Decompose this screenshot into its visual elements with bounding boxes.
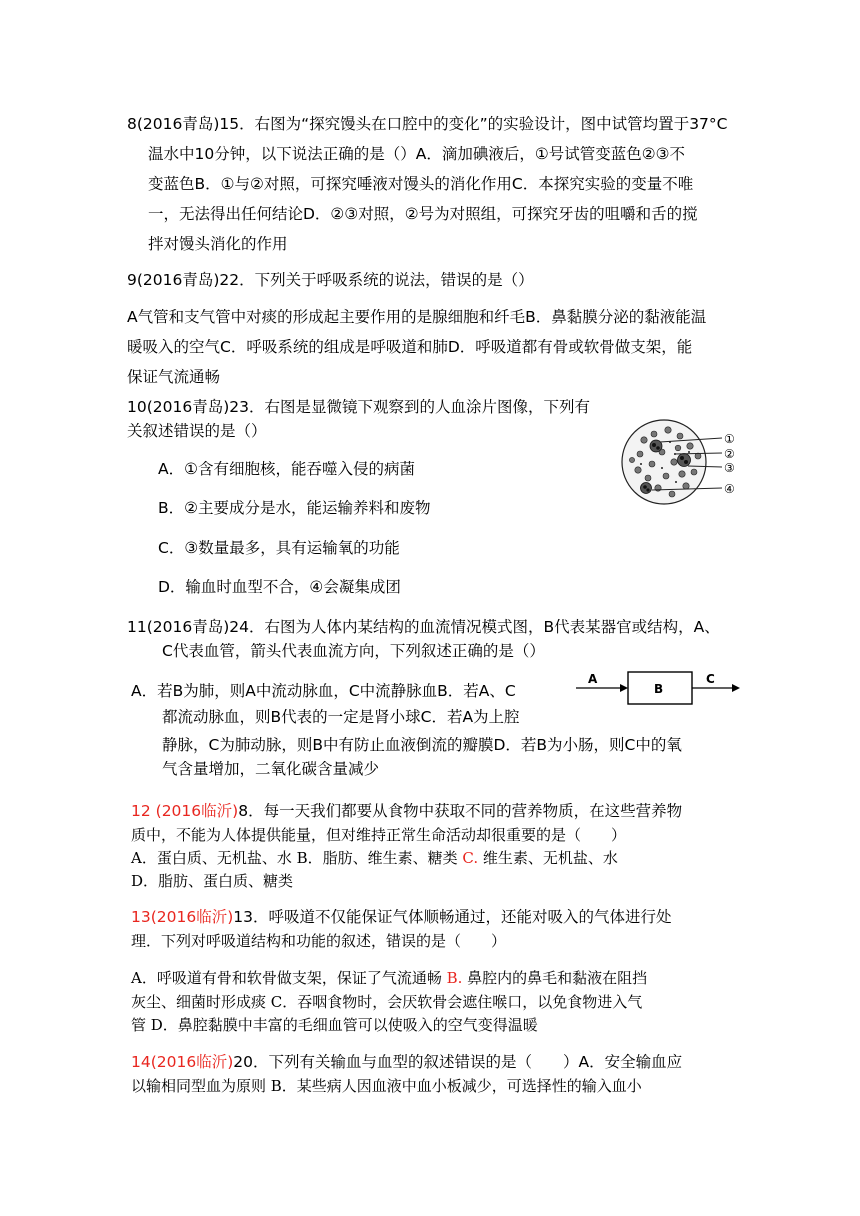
q8-line-4: 一，无法得出任何结论D．②③对照，②号为对照组，可探究牙齿的咀嚼和舌的搅	[148, 205, 698, 223]
q12-option-c-letter: C.	[462, 849, 479, 867]
figure-label-3: ③	[724, 461, 735, 475]
q8-line-3: 变蓝色B．①与②对照，可探究唾液对馒头的消化作用C．本探究实验的变量不唯	[148, 175, 694, 193]
arrow-in-head	[620, 684, 628, 692]
figure-label-4: ④	[724, 482, 735, 496]
q12-stem-start: 8．每一天我们都要从食物中获取不同的营养物质，在这些营养物	[238, 802, 683, 820]
q10-option-b: B．②主要成分是水，能运输养料和废物	[158, 499, 431, 517]
q14-stem-start: 20．下列有关输血与血型的叙述错误的是（ ）A．安全输血应	[233, 1053, 683, 1071]
q10-line-2: 关叙述错误的是（）	[127, 422, 267, 440]
q11-answer-line-2: 都流动脉血，则B代表的一定是肾小球C．若A为上腔	[162, 708, 520, 726]
q11-answer-line-1: A．若B为肺，则A中流动脉血，C中流静脉血B．若A、C	[131, 682, 516, 700]
q12-options-ab: A．蛋白质、无机盐、水 B．脂肪、维生素、糖类	[131, 849, 463, 867]
q9-line-3: 保证气流通畅	[127, 368, 221, 386]
q13-stem-start: 13．呼吸道不仅能保证气体顺畅通过，还能对吸入的气体进行处	[233, 908, 672, 926]
q13-option-a: A．呼吸道有骨和软骨做支架，保证了气流通畅	[131, 969, 447, 987]
q13-line-3	[131, 967, 647, 989]
arrow-out-head	[732, 684, 740, 692]
q8-line-2: 温水中10分钟，以下说法正确的是（）A．滴加碘液后，①号试管变蓝色②③不	[148, 145, 686, 163]
q14-source-prefix: 14(2016临沂)	[131, 1053, 234, 1071]
q13-line-4: 灰尘、细菌时形成痰 C．吞咽食物时，会厌软骨会遮住喉口，以免食物进入气	[131, 993, 643, 1011]
q13-line-1	[131, 906, 672, 928]
figure-label-1: ①	[724, 432, 735, 446]
q11-line-1: 11(2016青岛)24．右图为人体内某结构的血流情况模式图，B代表某器官或结构，A、	[127, 618, 720, 636]
q10-line-1: 10(2016青岛)23．右图是显微镜下观察到的人血涂片图像，下列有	[127, 398, 590, 416]
blood-flow-diagram	[574, 668, 744, 708]
blood-smear-figure	[618, 412, 748, 512]
q14-line-2: 以输相同型血为原则 B．某些病人因血液中血小板减少，可选择性的输入血小	[131, 1077, 642, 1095]
q12-line-4: D．脂肪、蛋白质、糖类	[131, 872, 294, 890]
q13-option-b-text: 鼻腔内的鼻毛和黏液在阻挡	[462, 969, 648, 987]
q11-line-2: C代表血管，箭头代表血流方向，下列叙述正确的是（）	[162, 642, 545, 660]
q13-source-prefix: 13(2016临沂)	[131, 908, 234, 926]
q10-option-a: A．①含有细胞核，能吞噬入侵的病菌	[158, 460, 415, 478]
q13-line-2: 理．下列对呼吸道结构和功能的叙述，错误的是（ ）	[131, 932, 507, 950]
q9-line-1: A气管和支气管中对痰的形成起主要作用的是腺细胞和纤毛B．鼻黏膜分泌的黏液能温	[127, 308, 707, 326]
q11-answer-line-4: 气含量增加，二氧化碳含量减少	[162, 760, 380, 778]
q12-line-2: 质中，不能为人体提供能量，但对维持正常生命活动却很重要的是（ ）	[131, 826, 627, 844]
vessel-label-a: A	[588, 672, 598, 686]
organ-label-b: B	[654, 682, 664, 696]
blood-smear-field	[622, 420, 706, 504]
q13-option-b-letter: B.	[446, 969, 463, 987]
q8-line-1: 8(2016青岛)15．右图为“探究馒头在口腔中的变化”的实验设计，图中试管均置于37°C	[127, 115, 728, 133]
vessel-label-c: C	[706, 672, 715, 686]
q11-answer-line-3: 静脉，C为肺动脉，则B中有防止血液倒流的瓣膜D．若B为小肠，则C中的氧	[162, 736, 682, 754]
q8-line-5: 拌对馒头消化的作用	[148, 235, 288, 253]
q13-line-5: 管 D．鼻腔黏膜中丰富的毛细血管可以使吸入的空气变得温暖	[131, 1016, 538, 1034]
q12-line-1	[131, 800, 682, 822]
q12-line-3	[131, 847, 618, 869]
q12-option-c-text: 维生素、无机盐、水	[478, 849, 618, 867]
q12-source-prefix: 12 (2016临沂)	[131, 802, 239, 820]
q9-line-2: 暖吸入的空气C．呼吸系统的组成是呼吸道和肺D．呼吸道都有骨或软骨做支架，能	[127, 338, 693, 356]
q10-option-c: C．③数量最多，具有运输氧的功能	[158, 539, 400, 557]
q9-heading: 9(2016青岛)22．下列关于呼吸系统的说法，错误的是（）	[127, 271, 534, 289]
q10-option-d: D．输血时血型不合，④会凝集成团	[158, 578, 401, 596]
figure-label-2: ②	[724, 447, 735, 461]
q14-line-1	[131, 1051, 682, 1073]
